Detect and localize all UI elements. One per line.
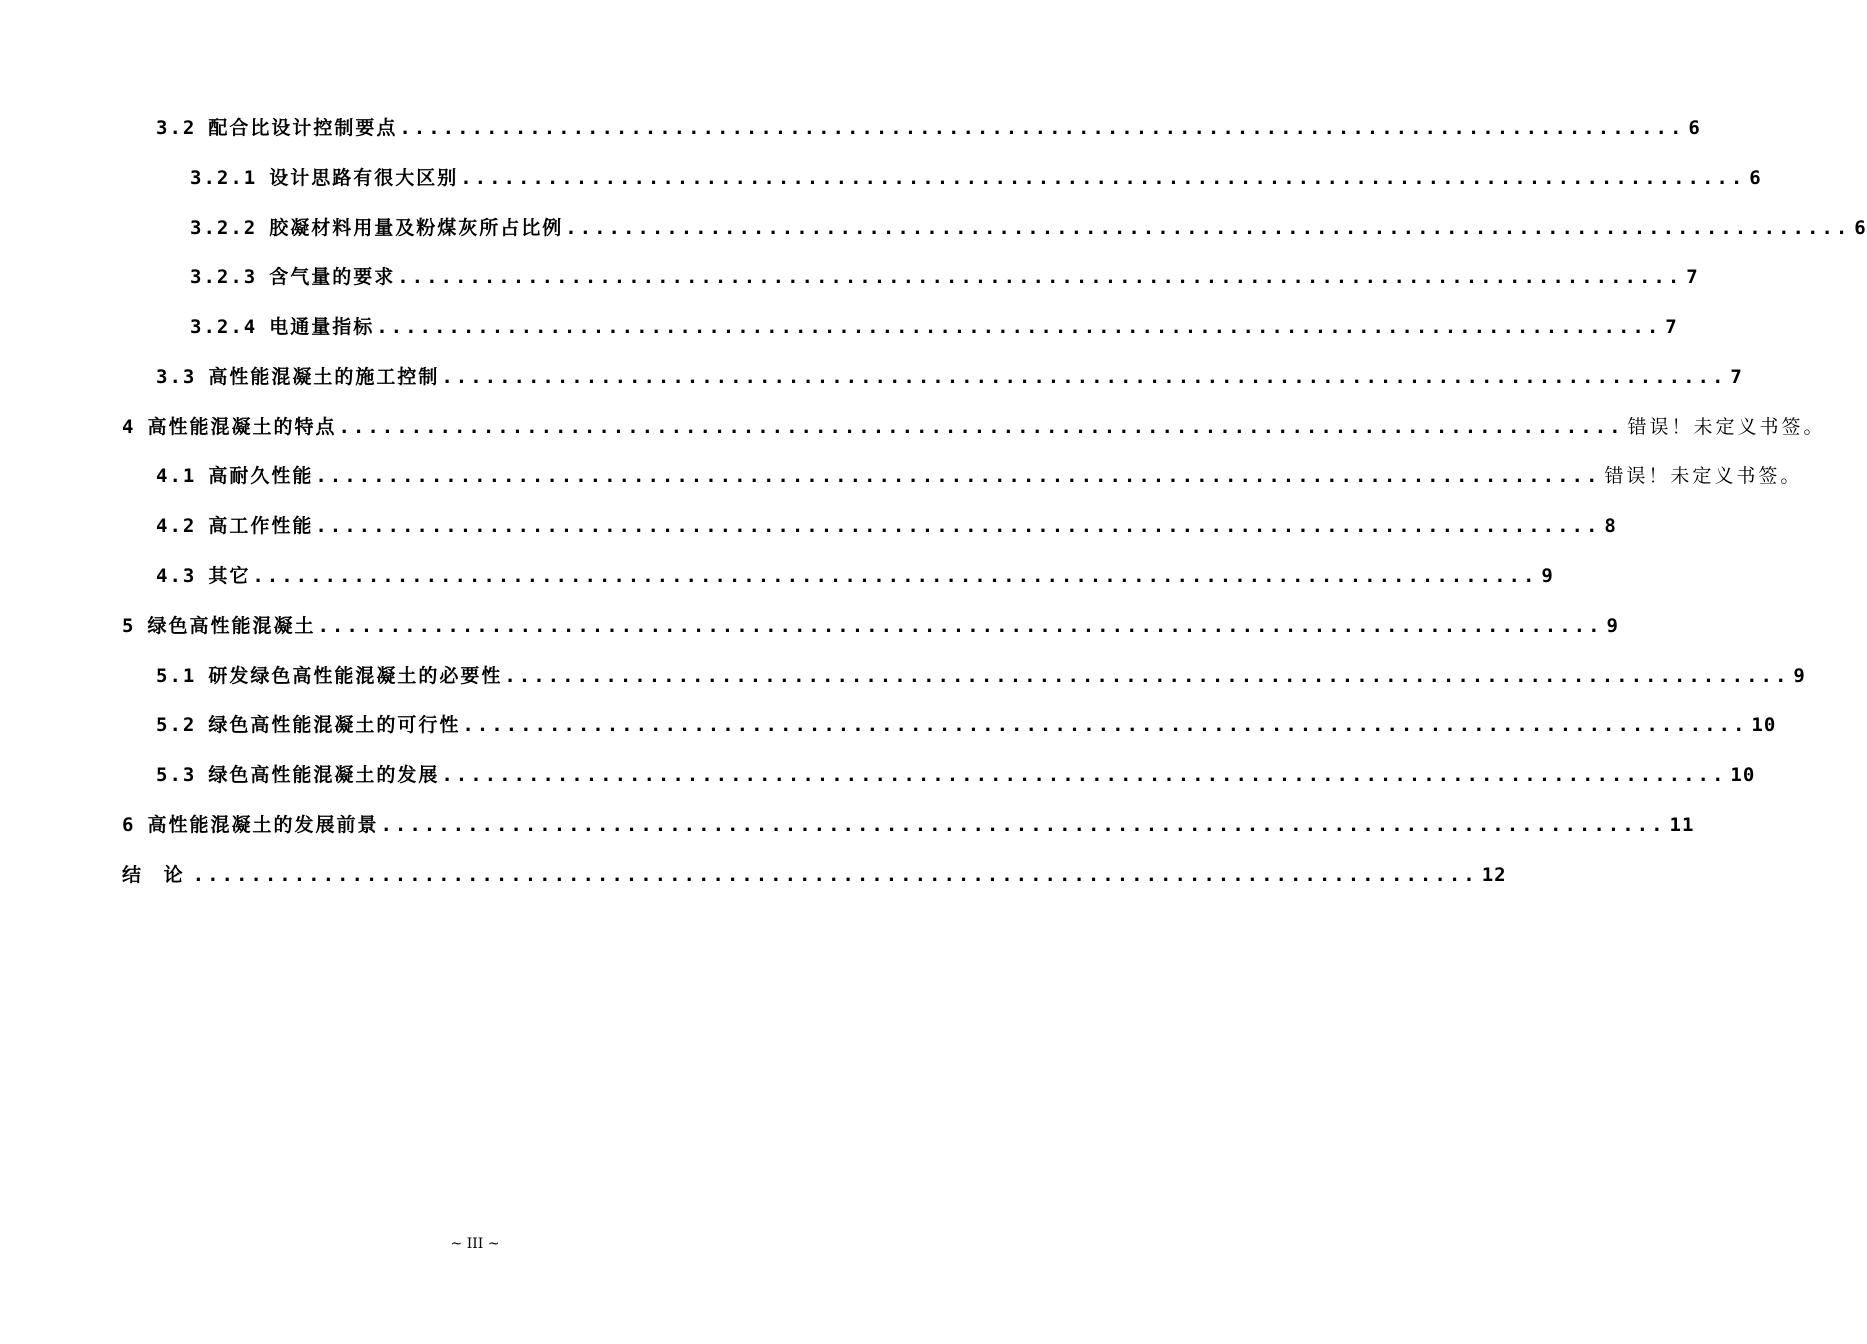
toc-entry-number: 5.3 [156, 764, 197, 786]
toc-entry[interactable] [156, 511, 1617, 541]
toc-entry-page: 9 [1793, 665, 1806, 687]
toc-entry-page: 10 [1751, 714, 1777, 736]
toc-entry-title: 绿色高性能混凝土的发展 [208, 764, 440, 786]
toc-entry-number: 4.3 [156, 565, 197, 587]
toc-dot-leader: ......................................................................................... [338, 416, 1624, 438]
toc-entry-page: 8 [1604, 515, 1617, 537]
toc-entry[interactable] [122, 412, 1826, 442]
toc-dot-leader: ......................................................................................... [192, 864, 1478, 886]
toc-entry-title: 含气量的要求 [269, 266, 396, 288]
toc-entry-title: 配合比设计控制要点 [208, 117, 398, 139]
toc-dot-leader: ......................................................................................... [460, 167, 1746, 189]
toc-entry-title: 胶凝材料用量及粉煤灰所占比例 [269, 217, 564, 239]
toc-entry[interactable] [156, 710, 1777, 740]
toc-entry-number: 4 [122, 416, 136, 438]
toc-entry[interactable] [156, 113, 1701, 143]
toc-dot-leader: ......................................................................................... [315, 465, 1601, 487]
page-number-footer: ~ III ~ [450, 1236, 500, 1252]
toc-entry-page: 12 [1481, 864, 1507, 886]
toc-entry[interactable] [156, 661, 1806, 691]
toc-entry-number: 4.1 [156, 465, 197, 487]
toc-entry-title: 高性能混凝土的发展前景 [147, 814, 379, 836]
toc-entry-number: 5.1 [156, 665, 197, 687]
toc-entry[interactable] [190, 163, 1762, 193]
toc-entry-number: 3.2.1 [190, 167, 258, 189]
toc-dot-leader: ......................................................................................... [315, 515, 1601, 537]
toc-dot-leader: ......................................................................................... [441, 764, 1727, 786]
toc-entry-number: 3.3 [156, 366, 197, 388]
toc-entry[interactable] [190, 262, 1699, 292]
toc-dot-leader: ......................................................................................... [504, 665, 1790, 687]
toc-entry-number: 3.2.4 [190, 316, 258, 338]
toc-entry-page: 10 [1730, 764, 1756, 786]
toc-entry-page: 6 [1749, 167, 1762, 189]
toc-entry-title: 绿色高性能混凝土 [147, 615, 316, 637]
toc-entry[interactable] [190, 312, 1678, 342]
toc-entry[interactable] [190, 213, 1867, 243]
toc-entry-number: 3.2.3 [190, 266, 258, 288]
toc-entry-page: 11 [1669, 814, 1695, 836]
toc-dot-leader: ......................................................................................... [317, 615, 1603, 637]
toc-entry-page: 6 [1688, 117, 1701, 139]
toc-entry-title: 高性能混凝土的特点 [147, 416, 337, 438]
toc-entry-title: 其它 [208, 565, 251, 587]
toc-entry[interactable] [156, 561, 1554, 591]
toc-dot-leader: ......................................................................................... [252, 565, 1538, 587]
toc-entry-title: 电通量指标 [269, 316, 375, 338]
toc-dot-leader: ......................................................................................... [399, 117, 1685, 139]
toc-entry-page: 7 [1730, 366, 1743, 388]
toc-entry-title: 绿色高性能混凝土的可行性 [208, 714, 461, 736]
toc-entry-page: 6 [1854, 217, 1867, 239]
toc-entry-title: 研发绿色高性能混凝土的必要性 [208, 665, 503, 687]
toc-dot-leader: ......................................................................................... [397, 266, 1683, 288]
toc-entry-number: 6 [122, 814, 136, 836]
toc-entry-number: 3.2.2 [190, 217, 258, 239]
toc-entry-page: 7 [1686, 266, 1699, 288]
toc-dot-leader: ......................................................................................... [376, 316, 1662, 338]
toc-entry[interactable] [156, 461, 1803, 491]
toc-entry-page: 9 [1541, 565, 1554, 587]
toc-bookmark-error: 错误！未定义书签。 [1627, 416, 1826, 438]
toc-entry[interactable] [156, 760, 1756, 790]
toc-dot-leader: ......................................................................................... [441, 366, 1727, 388]
toc-entry-conclusion[interactable] [122, 860, 1507, 890]
toc-entry[interactable] [156, 362, 1743, 392]
toc-entry-page: 7 [1665, 316, 1678, 338]
toc-dot-leader: ......................................................................................... [380, 814, 1666, 836]
toc-entry-title: 高耐久性能 [208, 465, 314, 487]
toc-dot-leader: ......................................................................................... [462, 714, 1748, 736]
toc-entry-number: 3.2 [156, 117, 197, 139]
toc-entry-title: 高性能混凝土的施工控制 [208, 366, 440, 388]
toc-entry-title: 高工作性能 [208, 515, 314, 537]
toc-entry-number: 5.2 [156, 714, 197, 736]
toc-entry-number: 4.2 [156, 515, 197, 537]
toc-dot-leader: ......................................................................................... [565, 217, 1851, 239]
toc-bookmark-error: 错误！未定义书签。 [1604, 465, 1803, 487]
toc-entry-page: 9 [1606, 615, 1619, 637]
toc-entry-number: 5 [122, 615, 136, 637]
toc-entry-title: 结 论 [122, 864, 191, 886]
toc-entry[interactable] [122, 611, 1619, 641]
toc-entry-title: 设计思路有很大区别 [269, 167, 459, 189]
toc-entry[interactable] [122, 810, 1695, 840]
